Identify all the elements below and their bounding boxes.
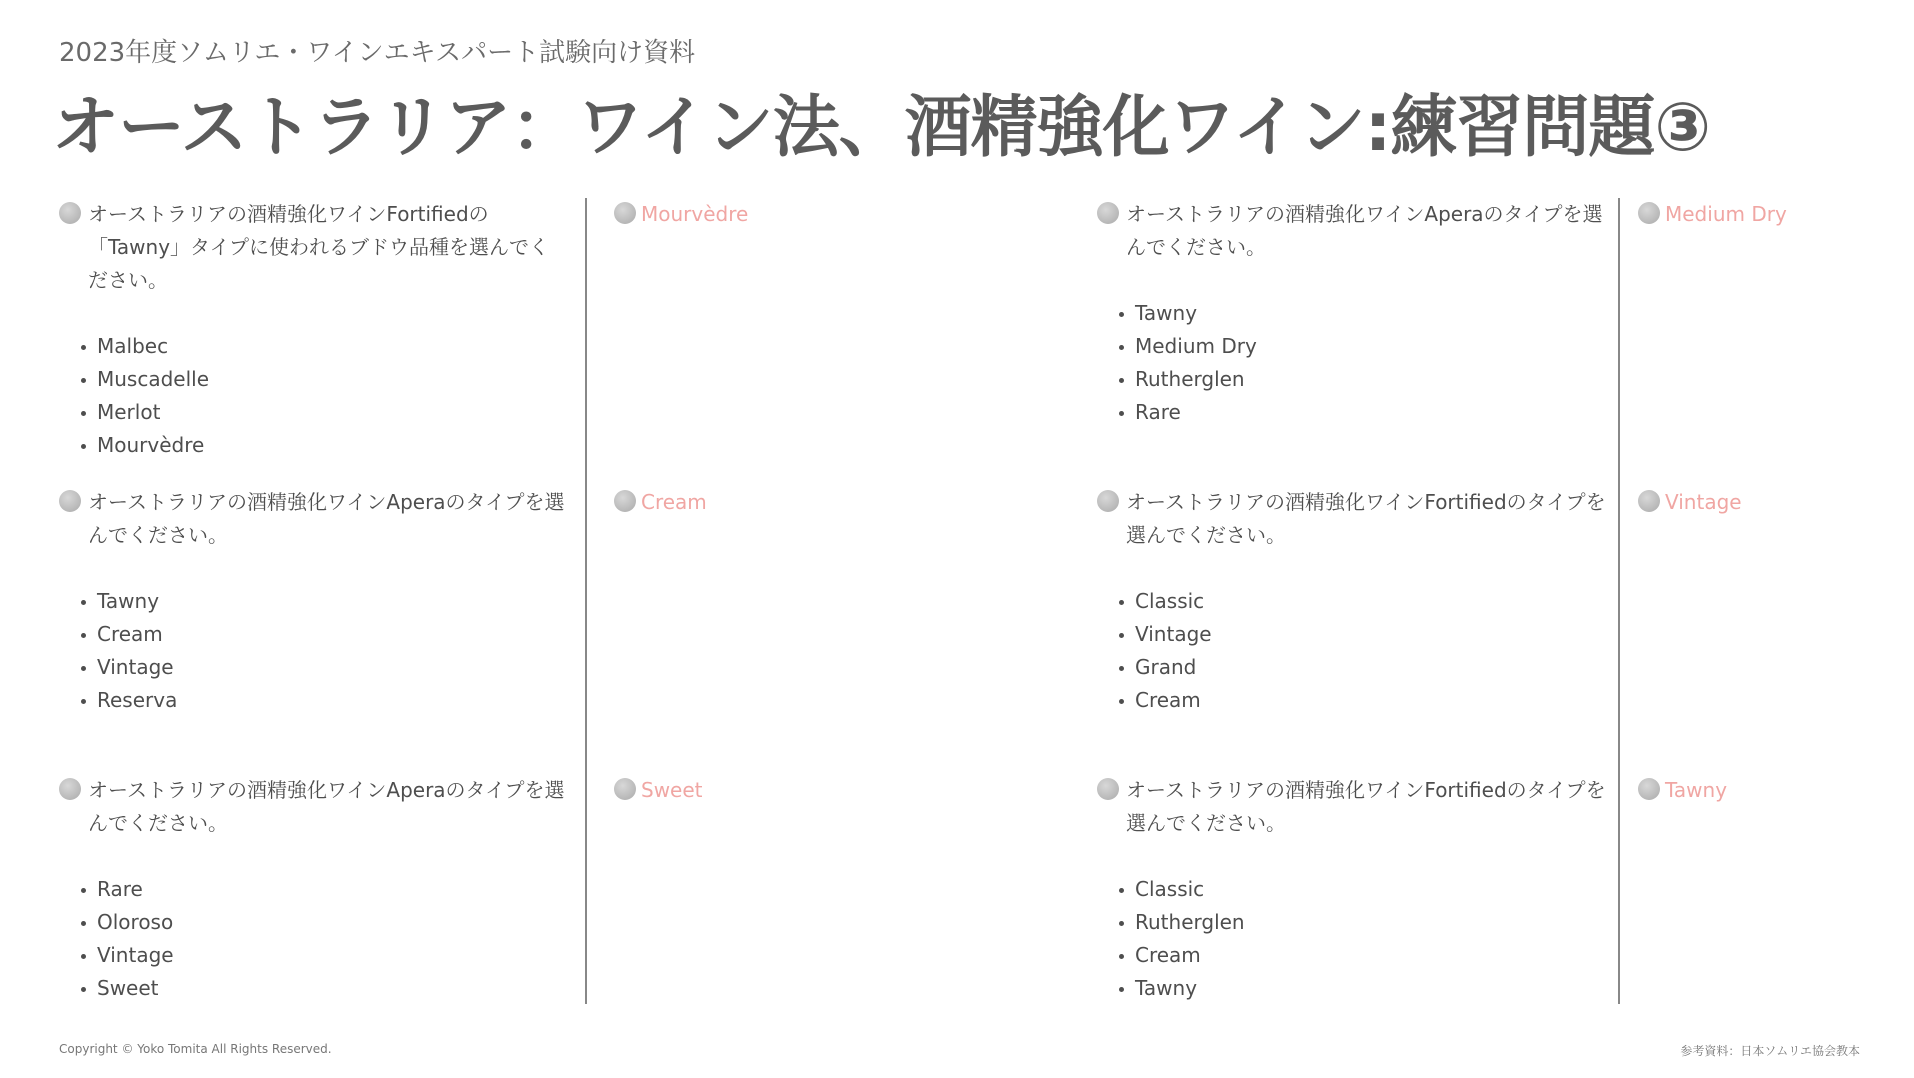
option-item: Tawny [1119, 297, 1607, 330]
answer [1638, 774, 1914, 807]
option-item: Merlot [81, 396, 569, 429]
answer [614, 198, 994, 231]
option-item: Rare [1119, 396, 1607, 429]
option-item: Tawny [1119, 972, 1607, 1005]
answer-text: Tawny [1665, 778, 1728, 802]
answer [1638, 486, 1914, 519]
answer-text: Cream [641, 490, 707, 514]
divider [585, 198, 587, 486]
option-item: Reserva [81, 684, 569, 717]
options-list [1097, 873, 1607, 1005]
answer-text: Sweet [641, 778, 703, 802]
question-text: オーストラリアの酒精強化ワインAperaのタイプを選んでください。 [1126, 202, 1603, 259]
answer-bullet-icon [614, 778, 636, 800]
reference-note: 参考資料：日本ソムリエ協会教本 [1680, 1044, 1860, 1058]
divider [1618, 486, 1620, 774]
question-block-1 [59, 198, 1019, 486]
question-bullet-icon [1097, 202, 1119, 224]
answer-bullet-icon [1638, 202, 1660, 224]
option-item: Rare [81, 873, 569, 906]
option-item: Rutherglen [1119, 363, 1607, 396]
option-item: Grand [1119, 651, 1607, 684]
question [1097, 774, 1607, 1005]
question-block-5 [59, 774, 1019, 1004]
divider [1618, 198, 1620, 486]
answer-text: Vintage [1665, 490, 1742, 514]
options-list [1097, 297, 1607, 429]
question-block-2 [1097, 198, 1914, 486]
question-text: オーストラリアの酒精強化ワインAperaのタイプを選んでください。 [88, 490, 565, 547]
question-bullet-icon [1097, 490, 1119, 512]
option-item: Cream [1119, 684, 1607, 717]
copyright: Copyright © Yoko Tomita All Rights Reserved. [59, 1042, 332, 1056]
option-item: Cream [1119, 939, 1607, 972]
question-block-3 [59, 486, 1019, 774]
question-bullet-icon [1097, 778, 1119, 800]
question-text: オーストラリアの酒精強化ワインFortifiedの「Tawny」タイプに使われるブドウ品種を選んでください。 [88, 202, 550, 292]
option-item: Oloroso [81, 906, 569, 939]
subtitle: 2023年度ソムリエ・ワインエキスパート試験向け資料 [59, 38, 696, 68]
option-item: Malbec [81, 330, 569, 363]
answer-bullet-icon [614, 490, 636, 512]
option-item: Mourvèdre [81, 429, 569, 462]
page-title: オーストラリア：ワイン法、酒精強化ワイン:練習問題③ [52, 88, 1711, 166]
options-list [1097, 585, 1607, 717]
question [59, 486, 569, 717]
answer-bullet-icon [1638, 778, 1660, 800]
option-item: Medium Dry [1119, 330, 1607, 363]
option-item: Classic [1119, 585, 1607, 618]
answer [614, 486, 994, 519]
answer [614, 774, 994, 807]
answer-bullet-icon [614, 202, 636, 224]
divider [1618, 774, 1620, 1004]
question-text: オーストラリアの酒精強化ワインFortifiedのタイプを選んでください。 [1126, 490, 1606, 547]
options-list [59, 330, 569, 462]
option-item: Cream [81, 618, 569, 651]
option-item: Vintage [81, 939, 569, 972]
question [59, 774, 569, 1005]
question-block-6 [1097, 774, 1914, 1004]
divider [585, 774, 587, 1004]
question [1097, 198, 1607, 429]
question-bullet-icon [59, 778, 81, 800]
question [59, 198, 569, 462]
question-text: オーストラリアの酒精強化ワインAperaのタイプを選んでください。 [88, 778, 565, 835]
question-bullet-icon [59, 490, 81, 512]
options-list [59, 873, 569, 1005]
answer-text: Mourvèdre [641, 202, 749, 226]
question-text: オーストラリアの酒精強化ワインFortifiedのタイプを選んでください。 [1126, 778, 1606, 835]
option-item: Tawny [81, 585, 569, 618]
option-item: Muscadelle [81, 363, 569, 396]
option-item: Rutherglen [1119, 906, 1607, 939]
option-item: Vintage [1119, 618, 1607, 651]
option-item: Classic [1119, 873, 1607, 906]
divider [585, 486, 587, 774]
answer-bullet-icon [1638, 490, 1660, 512]
options-list [59, 585, 569, 717]
answer-text: Medium Dry [1665, 202, 1787, 226]
question [1097, 486, 1607, 717]
option-item: Vintage [81, 651, 569, 684]
option-item: Sweet [81, 972, 569, 1005]
question-block-4 [1097, 486, 1914, 774]
answer [1638, 198, 1914, 231]
question-bullet-icon [59, 202, 81, 224]
